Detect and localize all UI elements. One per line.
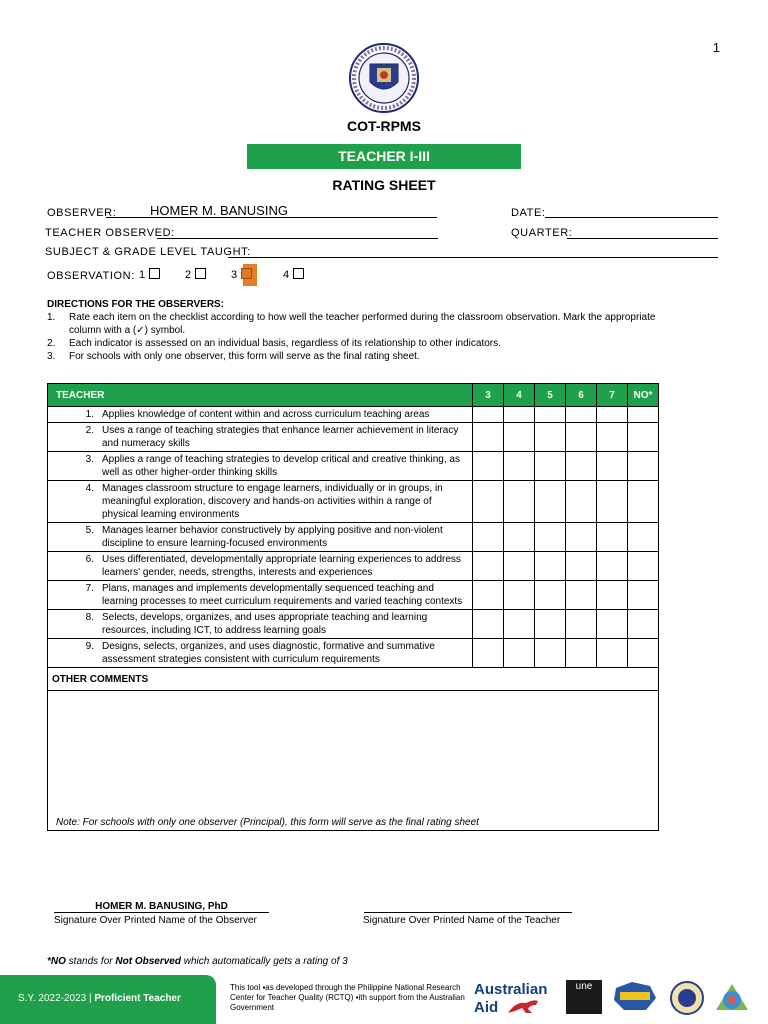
indicator-cell: 9. Designs, selects, organizes, and uses diagnostic, formative and summative assessment strategies consistent with curriculum requirements [48, 639, 473, 668]
other-comments-label: OTHER COMMENTS [48, 668, 659, 691]
date-field[interactable] [545, 205, 718, 218]
score-cell[interactable] [473, 610, 504, 639]
table-header-row [48, 384, 659, 407]
rctq-logo [712, 980, 752, 1016]
score-cell[interactable] [566, 523, 597, 552]
footnote: *NO stands for Not Observed which automatically gets a rating of 3 [47, 956, 348, 967]
score-cell[interactable] [597, 481, 628, 523]
score-cell[interactable] [473, 581, 504, 610]
score-cell[interactable] [473, 523, 504, 552]
score-cell[interactable] [535, 552, 566, 581]
score-cell[interactable] [535, 452, 566, 481]
score-cell[interactable] [597, 639, 628, 668]
table-row [48, 452, 659, 481]
observer-value: HOMER M. BANUSING [150, 203, 288, 218]
direction-item: 3. For schools with only one observer, this form will serve as the final rating sheet. [47, 351, 420, 362]
indicator-cell: 2. Uses a range of teaching strategies that enhance learner achievement in literacy and numeracy skills [48, 423, 473, 452]
deped-seal-icon [348, 42, 420, 114]
subject-label: SUBJECT & GRADE LEVEL TAUGHT: [45, 246, 251, 258]
score-cell[interactable] [597, 610, 628, 639]
direction-item: 2. Each indicator is assessed on an individual basis, regardless of its relationship to other indicators. [47, 338, 501, 349]
score-cell[interactable] [628, 610, 659, 639]
score-cell[interactable] [566, 452, 597, 481]
form-subtitle: RATING SHEET [332, 177, 436, 193]
column-header-6: 6 [566, 384, 597, 407]
observation-option-2[interactable]: 2 [185, 268, 206, 281]
teacher-signature-caption: Signature Over Printed Name of the Teacher [363, 915, 561, 926]
observer-signature-caption: Signature Over Printed Name of the Observer [54, 915, 257, 926]
quarter-field[interactable] [567, 226, 718, 239]
australian-aid-logo: Australian Aid [474, 981, 548, 1016]
deped-seal-small-icon [668, 980, 706, 1016]
table-row [48, 610, 659, 639]
teacher-signature-line[interactable] [364, 912, 572, 913]
column-header-5: 5 [535, 384, 566, 407]
indicator-cell: 7. Plans, manages and implements developmentally sequenced teaching and learning processes to meet curriculum requirements and varied teaching contexts [48, 581, 473, 610]
column-header-3: 3 [473, 384, 504, 407]
score-cell[interactable] [504, 452, 535, 481]
score-cell[interactable] [628, 639, 659, 668]
comments-note: Note: For schools with only one observer (Principal), this form will serve as the final rating sheet [56, 817, 479, 828]
score-cell[interactable] [597, 523, 628, 552]
score-cell[interactable] [473, 452, 504, 481]
indicator-cell: 5. Manages learner behavior constructively by applying positive and non-violent discipline to ensure learning-focused environments [48, 523, 473, 552]
page-number: 1 [712, 40, 720, 55]
table-row [48, 423, 659, 452]
kangaroo-icon [506, 997, 542, 1015]
teacher-label: TEACHER OBSERVED: [45, 227, 175, 239]
column-header-4: 4 [504, 384, 535, 407]
score-cell[interactable] [504, 423, 535, 452]
subject-field[interactable] [228, 245, 718, 258]
observation-option-4[interactable]: 4 [283, 268, 304, 281]
score-cell[interactable] [566, 610, 597, 639]
score-cell[interactable] [535, 523, 566, 552]
table-row [48, 552, 659, 581]
footer-label: S.Y. 2022-2023 | Proficient Teacher [18, 993, 181, 1004]
score-cell[interactable] [473, 407, 504, 423]
indicator-cell: 8. Selects, develops, organizes, and uses appropriate teaching and learning resources, including ICT, to address learning goals [48, 610, 473, 639]
score-cell[interactable] [566, 581, 597, 610]
score-cell[interactable] [535, 639, 566, 668]
score-cell[interactable] [566, 423, 597, 452]
score-cell[interactable] [504, 407, 535, 423]
teacher-field[interactable] [157, 226, 438, 239]
score-cell[interactable] [504, 523, 535, 552]
score-cell[interactable] [597, 452, 628, 481]
score-cell[interactable] [535, 423, 566, 452]
score-cell[interactable] [473, 481, 504, 523]
indicator-cell: 1. Applies knowledge of content within and across curriculum teaching areas [48, 407, 473, 423]
observation-label: OBSERVATION: [47, 270, 135, 282]
score-cell[interactable] [535, 481, 566, 523]
observation-option-3[interactable]: 3 [231, 268, 252, 281]
score-cell[interactable] [566, 552, 597, 581]
form-title: COT-RPMS [347, 118, 421, 134]
indicator-cell: 3. Applies a range of teaching strategies to develop critical and creative thinking, as well as other higher-order thinking skills [48, 452, 473, 481]
rating-table [47, 383, 659, 831]
column-header-7: 7 [597, 384, 628, 407]
level-banner: TEACHER I-III [247, 144, 521, 169]
score-cell[interactable] [473, 639, 504, 668]
score-cell[interactable] [597, 407, 628, 423]
score-cell[interactable] [628, 423, 659, 452]
score-cell[interactable] [628, 523, 659, 552]
column-header-no: NO* [628, 384, 659, 407]
score-cell[interactable] [597, 581, 628, 610]
score-cell[interactable] [628, 452, 659, 481]
footer-description: This tool ▪as developed through the Philippine National Research Center for Teacher Quality (RCTQ) ▪ith support from the Australian Government [230, 983, 465, 1012]
indicator-cell: 4. Manages classroom structure to engage learners, individually or in groups, in meaningful exploration, discovery and hands-on activities within a range of physical learning environments [48, 481, 473, 523]
score-cell[interactable] [628, 552, 659, 581]
score-cell[interactable] [597, 552, 628, 581]
directions-title: DIRECTIONS FOR THE OBSERVERS: [47, 299, 225, 310]
score-cell[interactable] [504, 481, 535, 523]
quarter-label: QUARTER: [511, 227, 573, 239]
score-cell[interactable] [566, 481, 597, 523]
score-cell[interactable] [535, 581, 566, 610]
score-cell[interactable] [628, 581, 659, 610]
une-logo: une [566, 980, 602, 1014]
score-cell[interactable] [566, 639, 597, 668]
indicator-cell: 6. Uses differentiated, developmentally appropriate learning experiences to address learners' gender, needs, strengths, interests and experiences [48, 552, 473, 581]
comments-header-row [48, 668, 659, 691]
table-row [48, 639, 659, 668]
table-row [48, 481, 659, 523]
observer-signature-name: HOMER M. BANUSING, PhD [54, 901, 269, 913]
score-cell[interactable] [628, 407, 659, 423]
score-cell[interactable] [535, 610, 566, 639]
score-cell[interactable] [504, 639, 535, 668]
observation-option-1[interactable]: 1 [139, 268, 160, 281]
score-cell[interactable] [597, 423, 628, 452]
score-cell[interactable] [504, 610, 535, 639]
directions [47, 298, 657, 363]
table-row [48, 581, 659, 610]
score-cell[interactable] [473, 423, 504, 452]
score-cell[interactable] [473, 552, 504, 581]
table-row [48, 407, 659, 423]
table-row [48, 523, 659, 552]
score-cell[interactable] [628, 481, 659, 523]
observer-label: OBSERVER: [47, 207, 117, 219]
comments-area[interactable] [48, 691, 659, 831]
score-cell[interactable] [504, 581, 535, 610]
comments-row [48, 691, 659, 831]
score-cell[interactable] [566, 407, 597, 423]
direction-item: 1. Rate each item on the checklist according to how well the teacher performed during the classroom observation. Mark the appropriate column with a (✓) symbol. [47, 312, 656, 336]
date-label: DATE: [511, 207, 546, 219]
score-cell[interactable] [504, 552, 535, 581]
score-cell[interactable] [535, 407, 566, 423]
sheer-logo [610, 980, 660, 1014]
teacher-column-header: TEACHER [48, 384, 473, 407]
